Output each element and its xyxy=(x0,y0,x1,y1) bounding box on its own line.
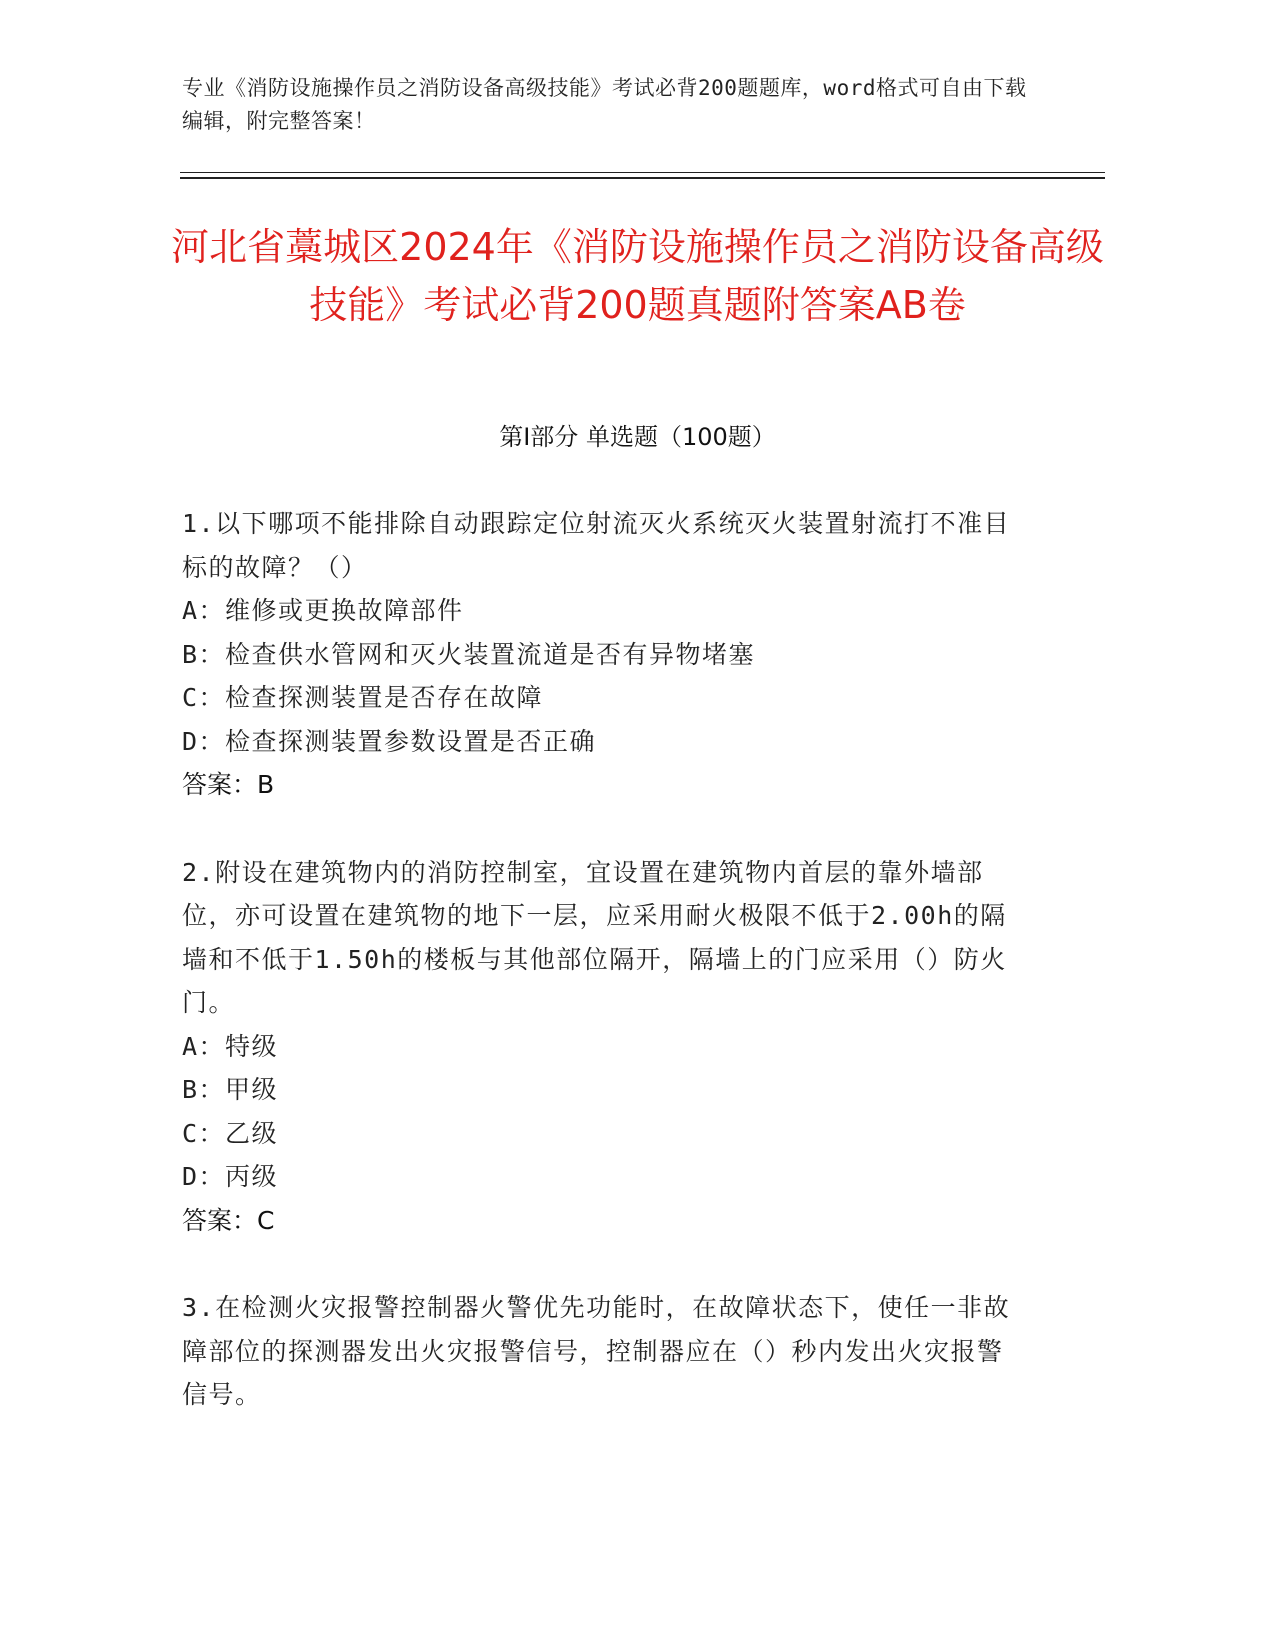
answer: 答案：B xyxy=(182,770,275,799)
question-stem: 1.以下哪项不能排除自动跟踪定位射流灭火系统灭火装置射流打不准目标的故障？（） xyxy=(182,509,1011,582)
question-stem: 3.在检测火灾报警控制器火警优先功能时，在故障状态下，使任一非故障部位的探测器发出火灾报警信号，控制器应在（）秒内发出火灾报警信号。 xyxy=(182,1293,1011,1409)
section-heading: 第I部分 单选题（100题） xyxy=(499,423,776,451)
question-3 xyxy=(182,1286,1022,1417)
option-a: A：特级 xyxy=(182,1031,279,1061)
option-d: D：检查探测装置参数设置是否正确 xyxy=(182,726,597,756)
header-rule-thin xyxy=(180,172,1105,173)
answer: 答案：C xyxy=(182,1205,275,1235)
question-list xyxy=(182,502,1022,1461)
option-a: A：维修或更换故障部件 xyxy=(182,596,464,625)
question-2 xyxy=(182,851,1022,1243)
option-d: D：丙级 xyxy=(182,1162,279,1191)
option-c: C：检查探测装置是否存在故障 xyxy=(182,683,544,712)
option-b: B：甲级 xyxy=(182,1075,279,1104)
question-1 xyxy=(182,502,1022,807)
option-b: B：检查供水管网和灭火装置流道是否有异物堵塞 xyxy=(182,639,756,669)
option-c: C：乙级 xyxy=(182,1118,279,1148)
question-stem: 2.附设在建筑物内的消防控制室，宜设置在建筑物内首层的靠外墙部位，亦可设置在建筑物的地下一层，应采用耐火极限不低于2.00h的隔墙和不低于1.50h的楼板与其他部位隔开，隔墙上的门应采用（）防火门。 xyxy=(182,857,1007,1017)
header-note: 专业《消防设施操作员之消防设备高级技能》考试必背200题题库，word格式可自由下载编辑，附完整答案！ xyxy=(182,76,1027,133)
document-title: 河北省藁城区2024年《消防设施操作员之消防设备高级技能》考试必背200题真题附答案AB卷 xyxy=(171,225,1104,327)
header-rule-thick xyxy=(180,177,1105,179)
